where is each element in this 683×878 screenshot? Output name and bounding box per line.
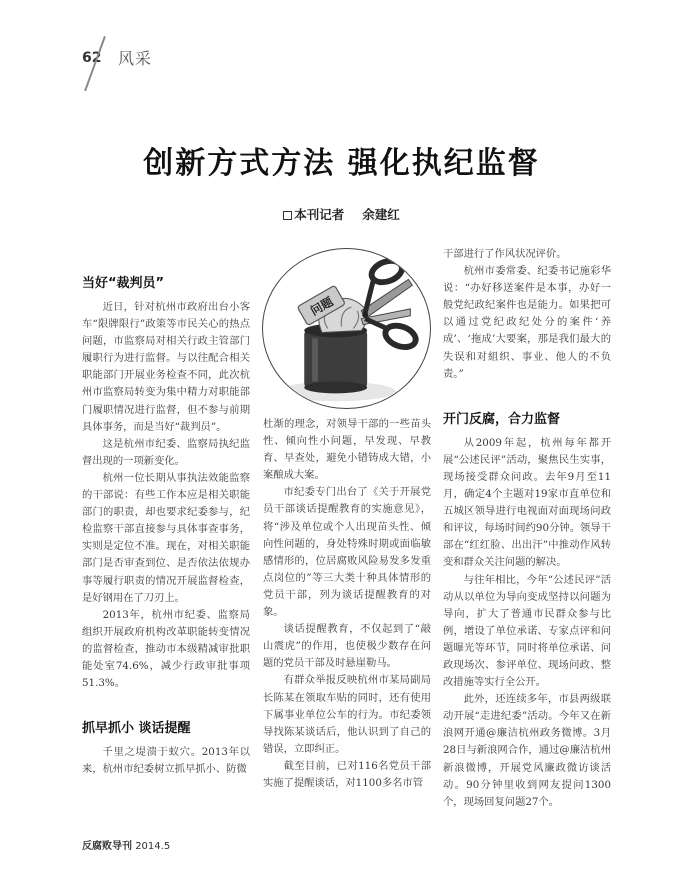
article-column-1 xyxy=(82,275,250,778)
page-footer xyxy=(82,837,170,852)
byline-box-icon xyxy=(283,211,292,220)
paragraph: 截至目前，已对116名党员干部实施了提醒谈话，对1100多名市管 xyxy=(263,759,431,789)
issue-number: 2014.5 xyxy=(135,841,171,852)
subheading-referee: 当好“裁判员” xyxy=(82,276,165,291)
svg-text:问题: 问题 xyxy=(308,294,336,319)
author-name: 余建红 xyxy=(362,207,400,222)
paragraph: 市纪委专门出台了《关于开展党员干部谈话提醒教育的实施意见》，将“涉及单位或个人出现苗头性、倾向性问题的，身处特殊时期或面临敏感情形的，位居腐败风险易发多发重点岗位的”等三大类十种具体情形的党员干部，列为谈话提醒教育的对象。 xyxy=(263,486,431,619)
paragraph: 从2009年起，杭州每年都开展“公述民评”活动，聚焦民生实事，现场接受群众问政。去年9月至11月，确定4个主题对19家市直单位和五城区领导进行电视面对面现场问政和评议，每场时间约90分钟。领导干部在“红红脸、出出汗”中推动作风转变和群众关注问题的解决。 xyxy=(443,436,611,569)
journal-name: 反腐败导刊 xyxy=(82,841,132,852)
paragraph: 杭州一位长期从事执法效能监察的干部说：有些工作本应是相关职能部门的职责，却也要求纪委参与，纪检监察干部直接参与具体事查事务，实则是定位不准。现在，对相关职能部门是否审查到位、是否依法依规办事等履行职责的情况开展监督检查，是好钢用在了刀刃上。 xyxy=(82,471,250,604)
paragraph: 谈话提醒教育，不仅起到了“敲山震虎”的作用，也使极少数存在问题的党员干部及时悬崖勒马。 xyxy=(263,623,431,670)
paragraph: 有群众举报反映杭州市某局副局长陈某在领取车贴的同时，还有使用下属事业单位公车的行为。市纪委领导找陈某谈话后，他认识到了自己的错误，立即纠正。 xyxy=(263,674,431,755)
paragraph: 与往年相比，今年“公述民评”活动从以单位为导向变成坚持以问题为导向，扩大了普通市民群众参与比例，增设了单位承诺、专家点评和问题曝光等环节，同时将单位承诺、问政现场次、参评单位、现场问政、整改措施等实行全公开。 xyxy=(443,573,611,689)
paragraph: 此外，还连续多年，市县两级联动开展“走进纪委”活动。今年又在新浪网开通@廉洁杭州政务微博。3月28日与新浪网合作，通过@廉洁杭州新浪微博，开展党风廉政微访谈活动。90分钟里收到网友提问1300个，现场回复问题27个。 xyxy=(443,693,611,808)
scissors-illustration xyxy=(262,248,431,409)
subheading-early-reminder: 抓早抓小 谈话提醒 xyxy=(82,721,191,737)
paragraph: 2013年，杭州市纪委、监察局组织开展政府机构改革职能转变情况的监督检查，推动市本级精减审批职能处室74.6%，减少行政审批事项51.3%。 xyxy=(82,608,250,690)
paragraph: 千里之堤溃于蚁穴。2013年以来，杭州市纪委树立抓早抓小、防微 xyxy=(82,746,250,776)
byline-label: 本刊记者 xyxy=(294,207,345,222)
article-column-3 xyxy=(443,246,611,811)
paragraph: 杭州市委常委、纪委书记施彩华说：“办好移送案件是本事，办好一般党纪政纪案件也是能力。如果把可以通过党纪政纪处分的案件‘养成’、‘拖成’大要案，那是我们最大的失误和对組织、事业、他人的不负责。” xyxy=(443,265,611,380)
section-name: 风采 xyxy=(118,49,153,68)
byline xyxy=(0,205,683,223)
paragraph: 杜渐的理念，对领导干部的一些苗头性、倾向性小问题，早发现、早教育、早查处，避免小错铸成大错，小案酿成大案。 xyxy=(263,418,431,482)
paragraph: 这是杭州市纪委、监察局执纪监督出现的一项新变化。 xyxy=(82,437,250,467)
page-header xyxy=(0,0,683,90)
article-title: 创新方式方法 强化执纪监督 xyxy=(143,146,540,181)
paragraph: 近日，针对杭州市政府出台小客车“限牌限行”政策等市民关心的热点问题，市监察局对相关行政主管部门履职行为进行监督。与以往配合相关职能部门开展业务检查不同，此次杭州市监察局转变为集中精力对职能部门履职情况进行监督，但不参与前期具体事务，而是当好“裁判员”。 xyxy=(82,301,250,433)
paragraph: 干部进行了作风状况评价。 xyxy=(443,248,567,260)
article-column-2 xyxy=(263,416,431,792)
scissors-cutting-problem-icon xyxy=(263,249,430,408)
page-number: 62 xyxy=(82,50,102,66)
subheading-open-anticorruption: 开门反腐，合力监督 xyxy=(443,411,561,427)
